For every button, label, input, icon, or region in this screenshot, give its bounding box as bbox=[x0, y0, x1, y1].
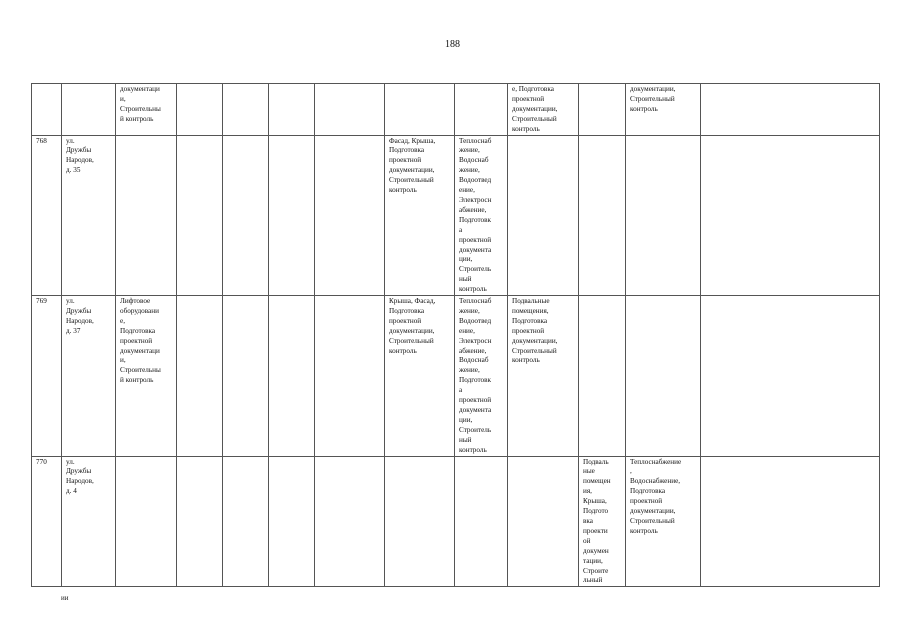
work-cell bbox=[177, 456, 223, 587]
work-cell bbox=[455, 84, 508, 136]
work-cell bbox=[508, 135, 579, 296]
table-row bbox=[32, 135, 880, 296]
footer-text: ии bbox=[61, 594, 69, 602]
work-cell bbox=[385, 84, 455, 136]
work-cell: Теплоснаб жение, Водоснаб жение, Водоотвед ение, Электросн абжение, Подготовк а проектной документа ции, Строитель ный контроль bbox=[455, 135, 508, 296]
work-cell bbox=[626, 296, 701, 457]
work-cell bbox=[701, 456, 880, 587]
work-cell bbox=[508, 456, 579, 587]
row-number-cell: 768 bbox=[32, 135, 62, 296]
work-cell bbox=[579, 84, 626, 136]
page-number: 188 bbox=[445, 39, 460, 50]
work-cell bbox=[315, 296, 385, 457]
work-cell bbox=[116, 456, 177, 587]
row-number-cell: 769 bbox=[32, 296, 62, 457]
work-cell bbox=[701, 296, 880, 457]
work-cell bbox=[701, 135, 880, 296]
work-cell: Крыша, Фасад, Подготовка проектной документации, Строительный контроль bbox=[385, 296, 455, 457]
work-cell bbox=[177, 296, 223, 457]
work-cell bbox=[269, 135, 315, 296]
work-cell bbox=[223, 84, 269, 136]
work-cell bbox=[223, 135, 269, 296]
register-table bbox=[31, 83, 880, 587]
work-cell: Теплоснабжение , Водоснабжение, Подготовка проектной документации, Строительный контроль bbox=[626, 456, 701, 587]
address-cell: ул. Дружбы Народов, д. 37 bbox=[62, 296, 116, 457]
work-cell: Лифтовое оборудовани е, Подготовка проектной документаци и, Строительны й контроль bbox=[116, 296, 177, 457]
row-number-cell bbox=[32, 84, 62, 136]
work-cell bbox=[455, 456, 508, 587]
work-cell: Теплоснаб жение, Водоотвед ение, Электросн абжение, Водоснаб жение, Подготовк а проектной документа ции, Строитель ный контроль bbox=[455, 296, 508, 457]
address-cell: ул. Дружбы Народов, д. 4 bbox=[62, 456, 116, 587]
work-cell bbox=[579, 296, 626, 457]
work-cell bbox=[269, 456, 315, 587]
work-cell bbox=[116, 135, 177, 296]
work-cell bbox=[315, 135, 385, 296]
row-number-cell: 770 bbox=[32, 456, 62, 587]
work-cell bbox=[177, 135, 223, 296]
table-row bbox=[32, 296, 880, 457]
work-cell bbox=[269, 296, 315, 457]
table-row bbox=[32, 84, 880, 136]
work-cell bbox=[626, 135, 701, 296]
address-cell: ул. Дружбы Народов, д. 35 bbox=[62, 135, 116, 296]
work-cell: Подваль ные помещен ия, Крыша, Подгото вка проекти ой докумен тации, Строите льный bbox=[579, 456, 626, 587]
work-cell bbox=[385, 456, 455, 587]
work-cell bbox=[579, 135, 626, 296]
work-cell bbox=[315, 84, 385, 136]
work-cell: документации, Строительный контроль bbox=[626, 84, 701, 136]
work-cell bbox=[701, 84, 880, 136]
work-cell: е, Подготовка проектной документации, Строительный контроль bbox=[508, 84, 579, 136]
address-cell bbox=[62, 84, 116, 136]
work-cell: Фасад, Крыша, Подготовка проектной документации, Строительный контроль bbox=[385, 135, 455, 296]
table-row bbox=[32, 456, 880, 587]
work-cell bbox=[223, 456, 269, 587]
work-cell bbox=[315, 456, 385, 587]
work-cell: Подвальные помещения, Подготовка проектной документации, Строительный контроль bbox=[508, 296, 579, 457]
work-cell bbox=[269, 84, 315, 136]
work-cell: документаци и, Строительны й контроль bbox=[116, 84, 177, 136]
work-cell bbox=[223, 296, 269, 457]
work-cell bbox=[177, 84, 223, 136]
